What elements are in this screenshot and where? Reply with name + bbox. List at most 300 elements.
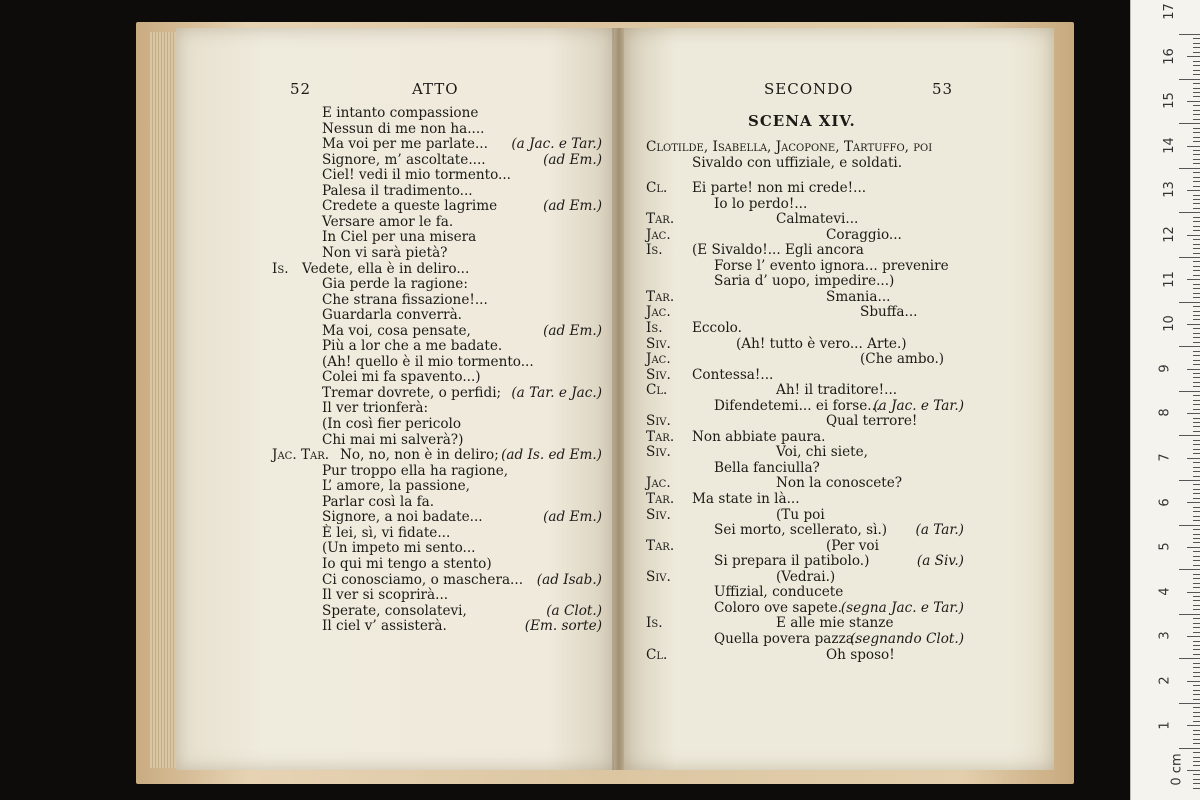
ruler-tick	[1193, 649, 1200, 650]
speaker-label: Tar.	[646, 211, 675, 228]
speaker-label: Siv.	[646, 366, 671, 383]
speaker-label: Is.	[646, 242, 663, 259]
ruler-tick	[1193, 542, 1200, 543]
ruler-tick	[1187, 369, 1200, 370]
stage-direction: (segna Jac. e Tar.)	[840, 599, 964, 616]
ruler-tick	[1193, 560, 1200, 561]
verse-line	[272, 277, 602, 293]
verse-line	[272, 557, 602, 573]
ruler-tick	[1193, 534, 1200, 535]
ruler-tick	[1193, 583, 1200, 584]
ruler-tick	[1193, 721, 1200, 722]
ruler-tick	[1193, 596, 1200, 597]
verse-line	[646, 570, 964, 586]
verse-line	[646, 368, 964, 384]
ruler-tick	[1193, 230, 1200, 231]
verse-text: È lei, sì, vi fidate...	[322, 524, 451, 541]
stage-direction: (Em. sorte)	[524, 618, 602, 635]
verse-line	[272, 386, 602, 402]
verse-text: Il ver si scoprirà...	[322, 587, 449, 604]
cast-line-2: Sivaldo con uffiziale, e soldati.	[692, 155, 903, 171]
ruler-number: 16	[1161, 47, 1177, 65]
ruler-tick	[1193, 734, 1200, 735]
verse-text: Ci conosciamo, o maschera...	[322, 571, 524, 588]
cast-line-1: Clotilde, Isabella, Jacopone, Tartuffo, poi	[646, 139, 933, 155]
ruler-number: 13	[1161, 181, 1177, 199]
ruler-tick	[1193, 132, 1200, 133]
verse-text: (Ah! quello è il mio tormento...	[322, 353, 534, 370]
ruler-tick	[1193, 319, 1200, 320]
verse-line	[646, 228, 964, 244]
verse-text: (Che ambo.)	[860, 351, 945, 368]
verse-text: Smania...	[826, 288, 891, 305]
ruler-tick	[1187, 725, 1200, 726]
verse-text: Signore, a noi badate...	[322, 509, 483, 526]
ruler-tick	[1193, 239, 1200, 240]
verse-text: Difendetemi... ei forse...	[714, 397, 881, 414]
ruler-tick	[1193, 440, 1200, 441]
speaker-label: Tar.	[646, 491, 675, 507]
ruler-tick	[1193, 333, 1200, 334]
speaker-label: Jac.	[646, 226, 671, 243]
verse-text: Parlar così la fa.	[322, 493, 435, 510]
ruler-tick	[1187, 56, 1200, 57]
ruler-tick	[1179, 569, 1200, 570]
ruler-tick	[1179, 480, 1200, 481]
verse-text: Eccolo.	[692, 319, 742, 336]
verse-text: No, no, non è in deliro;	[340, 447, 499, 464]
verse-text: Vedete, ella è in deliro...	[302, 260, 470, 277]
ruler-tick	[1193, 337, 1200, 338]
verse-text: Uffizial, conducete	[714, 584, 844, 601]
verse-line	[272, 137, 602, 153]
ruler-tick	[1193, 137, 1200, 138]
verse-line	[646, 197, 964, 213]
verse-line	[272, 355, 602, 371]
speaker-label: Siv.	[646, 506, 671, 523]
ruler-tick	[1193, 217, 1200, 218]
verse-text: Il ciel v’ assisterà.	[322, 618, 447, 635]
verse-text: Il ver trionferà:	[322, 400, 429, 417]
ruler-tick	[1193, 556, 1200, 557]
verse-line	[272, 168, 602, 184]
verse-line	[646, 523, 964, 539]
ruler-tick	[1193, 150, 1200, 151]
stage-direction: (a Jac. e Tar.)	[873, 397, 964, 414]
verse-text: Che strana fissazione!...	[322, 291, 488, 308]
ruler-tick	[1187, 324, 1200, 325]
verse-line	[272, 215, 602, 231]
verse-line	[646, 352, 964, 368]
ruler-tick	[1193, 453, 1200, 454]
stage-direction: (a Clot.)	[546, 602, 602, 619]
verse-text: Ah! il traditore!...	[776, 382, 898, 399]
ruler-tick	[1179, 123, 1200, 124]
verse-line	[272, 262, 602, 278]
ruler-number: 6	[1157, 497, 1173, 507]
verse-line	[272, 510, 602, 526]
ruler-tick	[1193, 70, 1200, 71]
ruler-tick	[1193, 83, 1200, 84]
ruler-tick	[1179, 391, 1200, 392]
ruler-number: 4	[1157, 587, 1173, 596]
verse-text: (Tu poi	[776, 506, 825, 523]
speaker-label: Cl.	[646, 646, 668, 663]
verse-text: Qual terrore!	[826, 413, 918, 430]
verse-line	[272, 153, 602, 169]
verse-line	[646, 508, 964, 524]
ruler-number: 11	[1161, 270, 1177, 288]
verse-line	[646, 445, 964, 461]
verse-line	[272, 464, 602, 480]
verse-line	[646, 414, 964, 430]
ruler-tick	[1187, 502, 1200, 503]
verse-text: Sei morto, scellerato, sì.)	[714, 522, 888, 539]
ruler-tick	[1179, 212, 1200, 213]
verse-line	[272, 230, 602, 246]
verse-line	[272, 495, 602, 511]
ruler-tick	[1179, 658, 1200, 659]
ruler-tick	[1193, 47, 1200, 48]
verse-line	[272, 184, 602, 200]
stage-direction: (ad Em.)	[543, 322, 602, 339]
verse-text: Versare amor le fa.	[322, 213, 454, 230]
stage-direction: (a Tar. e Jac.)	[511, 384, 602, 401]
verse-line	[646, 539, 964, 555]
verse-text: (Un impeto mi sento...	[322, 540, 476, 557]
ruler-tick	[1187, 413, 1200, 414]
ruler-number: 15	[1161, 92, 1177, 109]
ruler-tick	[1193, 297, 1200, 298]
ruler-tick	[1193, 38, 1200, 39]
verse-text: Guardarla converrà.	[322, 307, 462, 324]
verse-line	[272, 573, 602, 589]
ruler-tick	[1179, 525, 1200, 526]
ruler-number: 2	[1157, 676, 1173, 685]
ruler-tick	[1193, 61, 1200, 62]
ruler-tick	[1187, 592, 1200, 593]
ruler-tick	[1187, 146, 1200, 147]
speaker-label: Cl.	[646, 180, 668, 196]
verse-text: L’ amore, la passione,	[322, 478, 470, 495]
ruler-tick	[1187, 190, 1200, 191]
verse-text: Tremar dovrete, o perfidi;	[322, 384, 502, 401]
ruler-tick	[1193, 654, 1200, 655]
ruler-tick	[1193, 471, 1200, 472]
scene-title: SCENA XIV.	[748, 112, 856, 130]
ruler-tick	[1193, 96, 1200, 97]
verse-line	[646, 476, 964, 492]
ruler-tick	[1193, 426, 1200, 427]
verse-line	[646, 290, 964, 306]
ruler-tick	[1193, 529, 1200, 530]
ruler-tick	[1179, 34, 1200, 35]
ruler-tick	[1193, 538, 1200, 539]
ruler-tick	[1193, 752, 1200, 753]
verse-text: Coraggio...	[826, 226, 902, 243]
verse-line	[272, 324, 602, 340]
verse-line	[646, 430, 964, 446]
ruler-tick	[1193, 422, 1200, 423]
ruler-tick	[1193, 690, 1200, 691]
ruler-number: 5	[1157, 542, 1173, 551]
verse-text: Sperate, consolatevi,	[322, 602, 467, 619]
ruler-tick	[1193, 507, 1200, 508]
verse-text: Ciel! vedi il mio tormento...	[322, 167, 511, 184]
ruler-tick	[1193, 609, 1200, 610]
ruler-tick	[1193, 623, 1200, 624]
verse-text: (Vedrai.)	[776, 568, 836, 585]
ruler-tick	[1193, 186, 1200, 187]
ruler-tick	[1193, 739, 1200, 740]
ruler-tick	[1193, 712, 1200, 713]
verse-line	[646, 601, 964, 617]
ruler-tick	[1187, 279, 1200, 280]
verse-line	[272, 604, 602, 620]
verse-text: Forse l’ evento ignora... prevenire	[714, 257, 949, 274]
speaker-label: Tar.	[646, 537, 675, 554]
ruler-tick	[1179, 257, 1200, 258]
verse-line	[646, 383, 964, 399]
verse-text: Colei mi fa spavento...)	[322, 369, 481, 386]
ruler-tick	[1187, 547, 1200, 548]
ruler-tick	[1193, 587, 1200, 588]
verse-text: Signore, m’ ascoltate....	[322, 151, 486, 168]
verse-line	[272, 541, 602, 557]
ruler-tick	[1193, 154, 1200, 155]
ruler-tick	[1187, 770, 1200, 771]
verse-text: Sbuffa...	[860, 304, 918, 321]
ruler-tick	[1193, 707, 1200, 708]
verse-line	[272, 619, 602, 635]
ruler-tick	[1193, 119, 1200, 120]
ruler-tick	[1193, 342, 1200, 343]
left-page	[176, 28, 614, 770]
ruler-number: 12	[1161, 226, 1177, 243]
stage-direction: (ad Em.)	[543, 509, 602, 526]
speaker-label: Is.	[272, 260, 289, 277]
ruler-tick	[1193, 449, 1200, 450]
ruler-tick	[1193, 311, 1200, 312]
ruler-tick	[1193, 676, 1200, 677]
ruler-tick	[1193, 172, 1200, 173]
ruler-tick	[1179, 703, 1200, 704]
stage-direction: (a Siv.)	[916, 553, 964, 570]
verse-text: Quella povera pazza.	[714, 630, 859, 647]
verse-text: Credete a queste lagrime	[322, 198, 498, 215]
verse-text: Non vi sarà pietà?	[322, 244, 448, 261]
ruler-tick	[1193, 181, 1200, 182]
ruler-tick	[1193, 641, 1200, 642]
verse-line	[272, 401, 602, 417]
ruler-tick	[1193, 253, 1200, 254]
right-page-number: 53	[932, 80, 954, 98]
ruler-tick	[1193, 476, 1200, 477]
ruler-tick	[1193, 694, 1200, 695]
ruler-tick	[1193, 141, 1200, 142]
speaker-label: Jac.	[646, 475, 671, 492]
verse-line	[272, 479, 602, 495]
verse-line	[272, 417, 602, 433]
ruler-tick	[1193, 360, 1200, 361]
ruler-tick	[1193, 364, 1200, 365]
speaker-label: Cl.	[646, 382, 668, 399]
ruler-tick	[1193, 261, 1200, 262]
verse-text: (In così fier pericolo	[322, 416, 462, 432]
ruler-tick	[1193, 105, 1200, 106]
ruler-tick	[1179, 79, 1200, 80]
ruler-number: 17	[1161, 3, 1177, 20]
verse-text: Bella fanciulla?	[714, 459, 820, 476]
ruler-tick	[1193, 373, 1200, 374]
verse-line	[646, 616, 964, 632]
ruler-tick	[1193, 114, 1200, 115]
ruler-tick	[1193, 288, 1200, 289]
verse-line	[272, 339, 602, 355]
ruler-tick	[1193, 88, 1200, 89]
ruler-tick	[1193, 757, 1200, 758]
verse-text: E intanto compassione	[322, 105, 479, 121]
ruler-number: 9	[1157, 364, 1173, 373]
left-page-number: 52	[290, 80, 312, 98]
verse-line	[272, 106, 602, 122]
ruler-tick	[1193, 765, 1200, 766]
ruler-tick	[1193, 663, 1200, 664]
verse-text: Palesa il tradimento...	[322, 182, 473, 199]
ruler-tick	[1193, 74, 1200, 75]
ruler-tick	[1193, 266, 1200, 267]
verse-text: Saria d’ uopo, impedire...)	[714, 273, 895, 290]
ruler-tick	[1193, 699, 1200, 700]
ruler-number: 10	[1161, 315, 1177, 332]
stage-direction: (ad Isab.)	[536, 571, 602, 588]
verse-line	[646, 399, 964, 415]
verse-line	[646, 554, 964, 570]
ruler-tick	[1193, 462, 1200, 463]
verse-text: (Ah! tutto è vero... Arte.)	[736, 335, 907, 352]
speaker-label: Jac.	[646, 351, 671, 368]
speaker-label: Is.	[646, 615, 663, 632]
ruler-tick	[1193, 43, 1200, 44]
ruler-tick	[1193, 672, 1200, 673]
ruler-tick	[1193, 248, 1200, 249]
right-page	[624, 28, 1054, 770]
speaker-label: Siv.	[646, 568, 671, 585]
ruler-tick	[1193, 574, 1200, 575]
verse-text: Chi mai mi salverà?)	[322, 431, 464, 448]
ruler-tick	[1193, 565, 1200, 566]
verse-text: Coloro ove sapete.	[714, 599, 843, 616]
verse-line	[272, 199, 602, 215]
ruler-tick	[1179, 748, 1200, 749]
right-running-head: SECONDO	[764, 80, 854, 98]
stage-direction: (ad Is. ed Em.)	[501, 447, 602, 464]
ruler-number: 14	[1161, 137, 1177, 154]
ruler-tick	[1187, 458, 1200, 459]
speaker-label: Tar.	[646, 428, 675, 445]
ruler-tick	[1193, 244, 1200, 245]
ruler-tick	[1193, 315, 1200, 316]
ruler-tick	[1193, 444, 1200, 445]
ruler-tick	[1193, 409, 1200, 410]
verse-line	[646, 181, 964, 197]
ruler-tick	[1193, 404, 1200, 405]
ruler-tick	[1193, 498, 1200, 499]
verse-line	[646, 585, 964, 601]
speaker-label: Tar.	[646, 288, 675, 305]
verse-line	[272, 122, 602, 138]
verse-text: Ei parte! non mi crede!...	[692, 180, 867, 196]
ruler-tick	[1193, 377, 1200, 378]
left-running-head: ATTO	[412, 80, 459, 98]
verse-line	[646, 259, 964, 275]
ruler-tick	[1193, 386, 1200, 387]
ruler-tick	[1193, 467, 1200, 468]
ruler-tick	[1193, 484, 1200, 485]
ruler-tick	[1193, 605, 1200, 606]
ruler-tick	[1193, 618, 1200, 619]
ruler-tick	[1187, 235, 1200, 236]
ruler-tick	[1193, 226, 1200, 227]
ruler-tick	[1187, 636, 1200, 637]
ruler-tick	[1193, 382, 1200, 383]
stage-direction: (ad Em.)	[543, 151, 602, 168]
ruler-number: 8	[1157, 408, 1173, 418]
ruler-tick	[1193, 511, 1200, 512]
ruler-tick	[1193, 52, 1200, 53]
ruler-tick	[1193, 275, 1200, 276]
ruler-tick	[1179, 168, 1200, 169]
ruler-tick	[1193, 159, 1200, 160]
verse-line	[272, 293, 602, 309]
verse-line	[646, 212, 964, 228]
verse-text: Contessa!...	[692, 366, 774, 383]
ruler-tick	[1193, 516, 1200, 517]
ruler-tick	[1193, 128, 1200, 129]
verse-text: Più a lor che a me badate.	[322, 338, 503, 355]
right-text-block	[646, 181, 1046, 681]
ruler-tick	[1193, 578, 1200, 579]
measuring-ruler	[1130, 0, 1200, 800]
ruler-tick	[1193, 221, 1200, 222]
ruler-tick	[1193, 632, 1200, 633]
verse-line	[272, 246, 602, 262]
ruler-number: 7	[1157, 453, 1173, 462]
verse-line	[646, 648, 964, 664]
verse-line	[272, 433, 602, 449]
verse-line	[646, 305, 964, 321]
ruler-tick	[1179, 346, 1200, 347]
ruler-tick	[1187, 101, 1200, 102]
ruler-tick	[1193, 203, 1200, 204]
verse-line	[272, 370, 602, 386]
stage-direction: (segnando Clot.)	[850, 630, 964, 647]
ruler-tick	[1193, 351, 1200, 352]
verse-line	[646, 337, 964, 353]
verse-text: Io qui mi tengo a stento)	[322, 555, 492, 572]
speaker-label: Jac. Tar.	[272, 447, 330, 464]
ruler-tick	[1193, 730, 1200, 731]
ruler-tick	[1193, 716, 1200, 717]
ruler-tick	[1193, 395, 1200, 396]
ruler-tick	[1193, 306, 1200, 307]
verse-line	[272, 308, 602, 324]
ruler-tick	[1193, 743, 1200, 744]
ruler-tick	[1193, 199, 1200, 200]
ruler-tick	[1193, 355, 1200, 356]
verse-line	[272, 448, 602, 464]
verse-text: Voi, chi siete,	[776, 444, 868, 461]
